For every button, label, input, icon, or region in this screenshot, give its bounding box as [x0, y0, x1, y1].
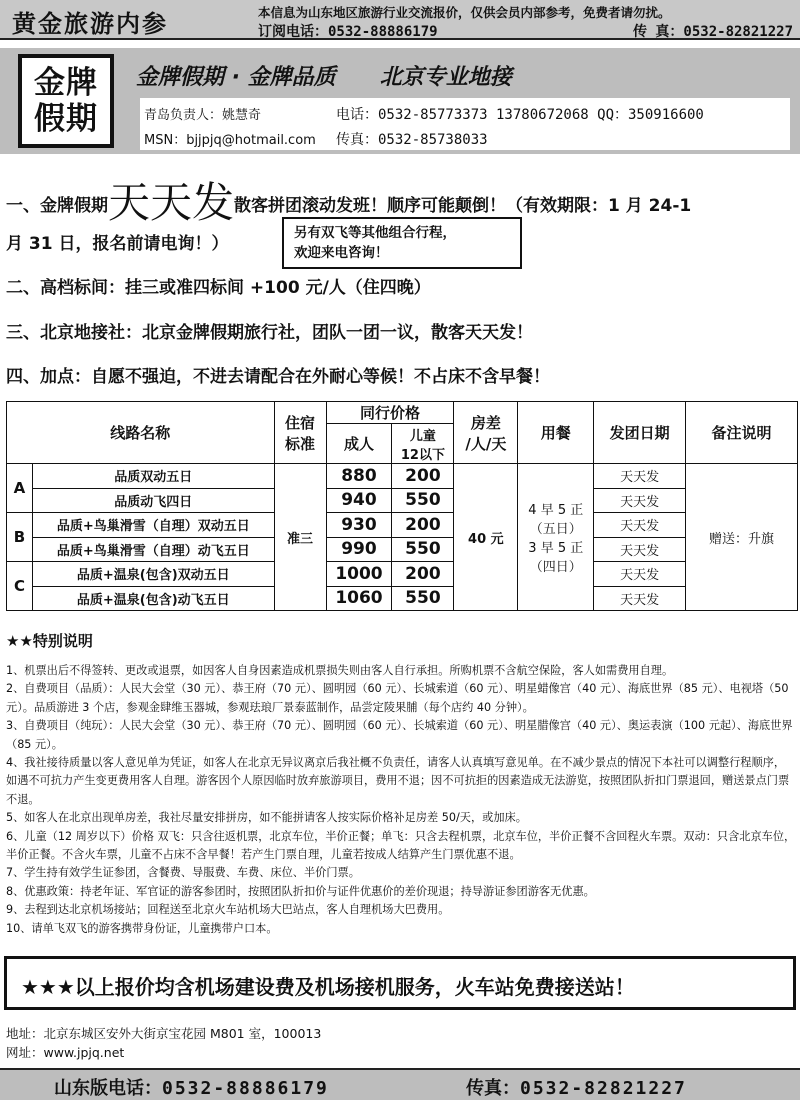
agency-banner: [0, 48, 800, 154]
table-row: [7, 586, 798, 611]
route-name: 品质+温泉(包含)双动五日: [32, 562, 274, 587]
depart-date: 天天发: [594, 562, 686, 587]
header-route: 线路名称: [7, 402, 275, 464]
website[interactable]: 网址：www.jpjq.net: [6, 1045, 125, 1060]
child-price: 200: [392, 513, 454, 538]
child-price: 550: [392, 537, 454, 562]
remark: 赠送：升旗: [686, 464, 798, 611]
footer-fax: 传真：0532-82821227: [466, 1078, 687, 1099]
notes-title: ★★特别说明: [6, 632, 93, 650]
combo-line-2: 欢迎来电咨询！: [294, 245, 389, 261]
child-price: 200: [392, 464, 454, 489]
agency-contact-box: [140, 98, 790, 150]
note-item: 2、自费项目（品质）：人民大会堂（30 元）、恭王府（70 元）、圆明园（60 元）、长城索道（60 元）、明星蜡像宫（40 元）、海底世界（85 元）、电视塔（50 元）。品质游进 3 个店，参观金肆维玉器城，参观珐琅厂景泰蓝制作，品尝定陵果脯（每个店约 40 分钟）。: [6, 682, 789, 714]
slogan-left: 金牌假期 · 金牌品质: [136, 65, 336, 90]
note-item: 7、学生持有效学生证参团，含餐费、导服费、车费、床位、半价门票。: [6, 866, 360, 880]
note-item: 4、我社接待质量以客人意见单为凭证，如客人在北京无异议离京后我社概不负责任，请客人认真填写意见单。在不减少景点的情况下本社可以调整行程顺序，如遇不可抗力产生变更费用客人自理。游客因个人原因临时放弃旅游项目，费用不退；因不可抗拒的因素造成无法游览，按照团队折扣门票退回，赠送景点门票不退。: [6, 756, 790, 806]
depart-date: 天天发: [594, 537, 686, 562]
line-1-suffix: 散客拼团滚动发班！顺序可能颠倒！（有效期限：1 月 24-1: [234, 196, 692, 216]
header-adult: 成人: [326, 424, 392, 464]
note-item: 10、请单飞双飞的游客携带身份证，儿童携带户口本。: [6, 921, 278, 935]
line-1-continued: 月 31 日，报名前请电询！）: [6, 234, 229, 254]
header-fax: 0532-82821227: [683, 24, 793, 40]
table-row: [7, 464, 798, 489]
child-price: 550: [392, 586, 454, 611]
header-hotel: 住宿 标准: [274, 402, 326, 464]
route-name: 品质+鸟巢滑雪（自理）双动五日: [32, 513, 274, 538]
depart-date: 天天发: [594, 586, 686, 611]
hotel-standard: 准三: [274, 464, 326, 611]
header-price: 同行价格: [326, 402, 454, 424]
adult-price: 940: [326, 488, 392, 513]
child-price: 200: [392, 562, 454, 587]
adult-price: 1000: [326, 562, 392, 587]
footer-bar: [0, 1068, 800, 1100]
route-name: 品质+温泉(包含)动飞五日: [32, 586, 274, 611]
logo-line-1: 金牌: [34, 65, 98, 101]
note-item: 1、机票出后不得签转、更改或退票，如因客人自身因素造成机票损失则由客人自行承担。所购机票不含航空保险，客人如需费用自理。: [6, 664, 674, 677]
header-meal: 用餐: [518, 402, 594, 464]
depart-date: 天天发: [594, 513, 686, 538]
address-block: [6, 1024, 321, 1062]
header-notice: 本信息为山东地区旅游行业交流报价，仅供会员内部参考，免费者请勿扰。: [258, 5, 671, 20]
table-row: [7, 562, 798, 587]
line-1-big: 天天发: [108, 178, 235, 227]
room-diff: 40 元: [454, 464, 518, 611]
header-date: 发团日期: [594, 402, 686, 464]
line-4: 四、加点：自愿不强迫，不进去请配合在外耐心等候！不占床不含早餐！: [6, 367, 550, 387]
table-row: [7, 513, 798, 538]
depart-date: 天天发: [594, 488, 686, 513]
note-item: 6、儿童（12 周岁以下）价格 双飞：只含往返机票，北京车位，半价正餐；单飞：只含去程机票，北京车位，半价正餐不含回程火车票。双动：只含北京车位，半价正餐。不含火车票，儿童不占床不含早餐！若产生门票自理，儿童若按成人结算产生门票优惠不退。: [6, 829, 796, 862]
note-item: 5、如客人在北京出现单房差，我社尽量安排拼房，如不能拼请客人按实际价格补足房差 50/天，或加床。: [6, 811, 527, 825]
line-1-prefix: 一、金牌假期: [6, 196, 108, 216]
header-remark: 备注说明: [686, 402, 798, 464]
route-name: 品质双动五日: [32, 464, 274, 489]
header-contact: [258, 21, 793, 41]
header-room-diff: 房差 /人/天: [454, 402, 518, 464]
adult-price: 930: [326, 513, 392, 538]
route-name: 品质+鸟巢滑雪（自理）动飞五日: [32, 537, 274, 562]
contact-msn: MSN：bjjpjq@hotmail.com: [144, 133, 316, 148]
contact-phone: 电话：0532-85773373 13780672068 QQ：350916600: [336, 107, 704, 123]
route-name: 品质动飞四日: [32, 488, 274, 513]
logo-line-2: 假期: [34, 101, 98, 137]
child-price: 550: [392, 488, 454, 513]
contact-fax: 传真：0532-85738033: [336, 132, 488, 148]
note-item: 9、去程到达北京机场接站；回程送至北京火车站机场大巴站点，客人自理机场大巴费用。: [6, 903, 450, 917]
header-child: 儿童 12以下: [392, 424, 454, 464]
group-label: C: [7, 562, 33, 611]
agency-logo: [18, 54, 114, 148]
newsletter-title: 黄金旅游内参: [12, 10, 168, 38]
adult-price: 1060: [326, 586, 392, 611]
slogan-right: 北京专业地接: [379, 65, 512, 90]
note-item: 3、自费项目（纯玩）：人民大会堂（30 元）、恭王府（70 元）、圆明园（60 元）、长城索道（60 元）、明星腊像宫（40 元）、奥运表演（100 元起）、海底世界（85 元）。: [6, 719, 793, 751]
contact-person: 青岛负责人：姚慧奇: [144, 108, 262, 123]
table-row: [7, 537, 798, 562]
combo-notice-box: [282, 217, 522, 269]
combo-line-1: 另有双飞等其他组合行程，: [294, 225, 456, 241]
line-2: 二、高档标间：挂三或准四标间 +100 元/人（住四晚）: [6, 278, 431, 298]
newsletter-header: [0, 0, 800, 40]
subscribe-phone: 0532-88886179: [328, 24, 438, 40]
footer-phone: 山东版电话：0532-88886179: [54, 1078, 329, 1099]
depart-date: 天天发: [594, 464, 686, 489]
adult-price: 990: [326, 537, 392, 562]
line-3: 三、北京地接社：北京金牌假期旅行社，团队一团一议，散客天天发！: [6, 323, 533, 343]
header-fax-label: 传 真：: [632, 24, 684, 40]
address: 地址：北京东城区安外大街京宝花园 M801 室，100013: [6, 1026, 322, 1041]
service-callout: ★★★以上报价均含机场建设费及机场接机服务，火车站免费接送站！: [4, 956, 796, 1010]
note-item: 8、优惠政策：持老年证、军官证的游客参团时，按照团队折扣价与证件优惠价的差价现退；持导游证参团游客无优惠。: [6, 884, 595, 898]
notes-list: [6, 662, 796, 938]
meal-info: 4 早 5 正 （五日） 3 早 5 正 （四日）: [518, 464, 594, 611]
table-row: [7, 488, 798, 513]
adult-price: 880: [326, 464, 392, 489]
subscribe-label: 订阅电话：: [258, 24, 328, 40]
group-label: A: [7, 464, 33, 513]
agency-slogan: [136, 60, 512, 91]
price-table: [6, 401, 798, 611]
group-label: B: [7, 513, 33, 562]
